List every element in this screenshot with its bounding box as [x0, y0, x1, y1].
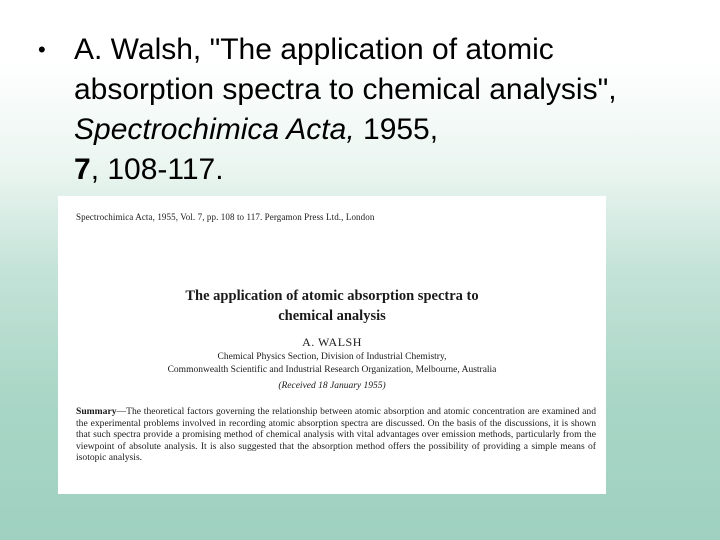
- paper-header-line: Spectrochimica Acta, 1955, Vol. 7, pp. 108 to 117. Pergamon Press Ltd., London: [76, 212, 375, 222]
- paper-affiliation-line-2: Commonwealth Scientific and Industrial Research Organization, Melbourne, Australia: [167, 365, 497, 375]
- paper-received-date: (Received 18 January 1955): [278, 381, 386, 391]
- citation-pages: , 108-117.: [90, 153, 224, 186]
- paper-affiliation-line-1: Chemical Physics Section, Division of Industrial Chemistry,: [217, 352, 447, 362]
- paper-author: A. WALSH: [302, 335, 362, 349]
- citation-year: 1955,: [354, 113, 439, 146]
- citation-journal: Spectrochimica Acta,: [74, 113, 355, 146]
- citation-bullet: [38, 30, 678, 190]
- bullet-glyph: •: [38, 37, 46, 62]
- paper-title-line-2: chemical analysis: [278, 308, 386, 324]
- paper-title: [58, 286, 606, 326]
- citation-volume: 7: [74, 153, 91, 186]
- paper-summary-label: Summary: [76, 406, 117, 417]
- paper-title-line-1: The application of atomic absorption spectra to: [185, 288, 479, 304]
- paper-summary: [76, 406, 596, 464]
- citation-text: [74, 30, 678, 190]
- paper-affiliation: [58, 351, 606, 377]
- citation-lead: A. Walsh, "The application of atomic absorption spectra to chemical analysis",: [74, 33, 617, 106]
- paper-scan-image: [58, 196, 606, 494]
- paper-summary-text: —The theoretical factors governing the relationship between atomic absorption and atomic concentration are examined and the experimental problems involved in recording atomic absorption spectra are discussed. On the basis of the discussions, it is shown that such spectra provide a promising method of chemical analysis with vital advantages over emission methods, particularly from the viewpoint of absolute analysis. It is also suggested that the absorption method offers the possibility of providing a simple means of isotopic analysis.: [76, 406, 596, 464]
